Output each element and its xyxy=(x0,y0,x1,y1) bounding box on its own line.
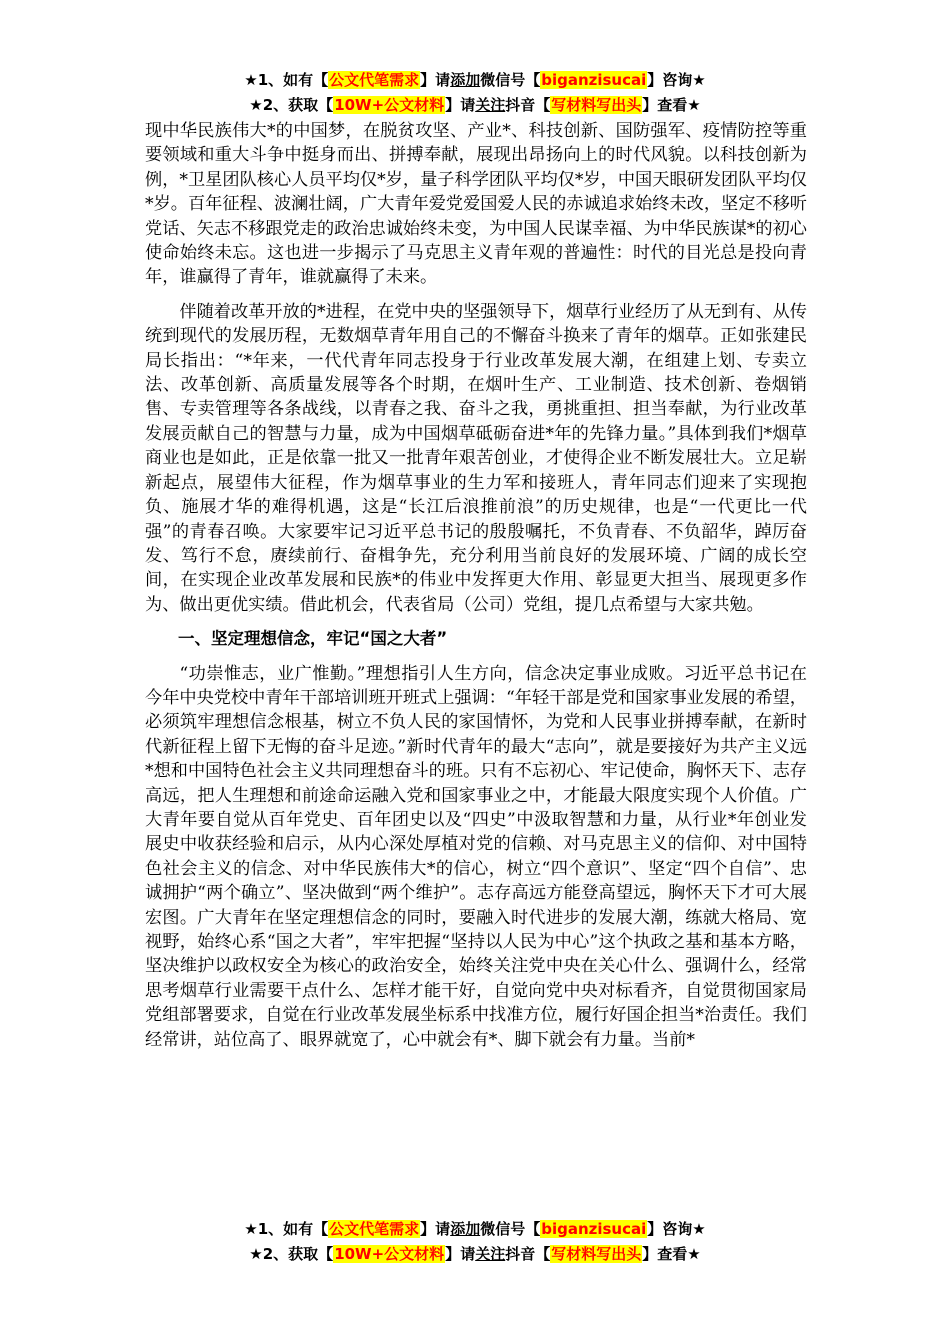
promo-underlined: 添加 xyxy=(450,71,481,89)
promo-text: 】咨询★ xyxy=(647,71,706,89)
footer-promo-banner xyxy=(0,1217,950,1267)
document-body xyxy=(145,119,807,1052)
promo-highlight: 公文代笔需求 xyxy=(329,1220,420,1238)
promo-line-2 xyxy=(0,93,950,118)
promo-highlight: biganzisucai xyxy=(541,1220,647,1238)
promo-underlined: 关注 xyxy=(475,1245,506,1263)
promo-highlight: 公文代笔需求 xyxy=(329,71,420,89)
paragraph: “功崇惟志，业广惟勤。”理想指引人生方向，信念决定事业成败。习近平总书记在今年中央党校中青年干部培训班开班式上强调：“年轻干部是党和国家事业发展的希望，必须筑牢理想信念根基，树立不负人民的家国情怀，为党和人民事业拼搏奉献，在新时代新征程上留下无悔的奋斗足迹。”新时代青年的最大“志向”，就是要接好为共产主义远*想和中国特色社会主义共同理想奋斗的班。只有不忘初心、牢记使命，胸怀天下、志存高远，把人生理想和前途命运融入党和国家事业之中，才能最大限度实现个人价值。广大青年要自觉从百年党史、百年团史以及“四史”中汲取智慧和力量，从行业*年创业发展史中收获经验和启示，从内心深处厚植对党的信赖、对马克思主义的信仰、对中国特色社会主义的信念、对中华民族伟大*的信心，树立“四个意识”、坚定“四个自信”、忠诚拥护“两个确立”、坚决做到“两个维护”。志存高远方能登高望远，胸怀天下才可大展宏图。广大青年在坚定理想信念的同时，要融入时代进步的发展大潮，练就大格局、宽视野，始终心系“国之大者”，牢牢把握“坚持以人民为中心”这个执政之基和基本方略，坚决维护以政权安全为核心的政治安全，始终关注党中央在关心什么、强调什么，经常思考烟草行业需要干点什么、怎样才能干好，自觉向党中央对标看齐，自觉贯彻国家局党组部署要求，自觉在行业改革发展坐标系中找准方位，履行好国企担当*治责任。我们经常讲，站位高了、眼界就宽了，心中就会有*、脚下就会有力量。当前* xyxy=(145,663,807,1050)
promo-underlined: 关注 xyxy=(475,96,506,114)
paragraph: 现中华民族伟大*的中国梦，在脱贫攻坚、产业*、科技创新、国防强军、疫情防控等重要领域和重大斗争中挺身而出、拼搏奉献，展现出昂扬向上的时代风貌。以科技创新为例，*卫星团队核心人员平均仅*岁，量子科学团队平均仅*岁，中国天眼研发团队平均仅*岁。百年征程、波澜壮阔，广大青年爱党爱国爱人民的赤诚追求始终未改，坚定不移听党话、矢志不移跟党走的政治忠诚始终未变，为中国人民谋幸福、为中华民族谋*的初心使命始终未忘。这也进一步揭示了马克思主义青年观的普遍性：时代的目光总是投向青年，谁赢得了青年，谁就赢得了未来。 xyxy=(145,121,807,288)
promo-highlight: biganzisucai xyxy=(541,71,647,89)
promo-highlight: 10W+公文材料 xyxy=(334,96,445,114)
promo-text: ★2、获取【 xyxy=(249,1245,334,1263)
promo-line-1 xyxy=(0,68,950,93)
promo-text: 微信号【 xyxy=(480,1220,541,1238)
promo-text: ★1、如有【 xyxy=(244,71,329,89)
promo-highlight: 写材料写出头 xyxy=(551,96,642,114)
promo-underlined: 添加 xyxy=(450,1220,481,1238)
paragraph: 伴随着改革开放的*进程，在党中央的坚强领导下，烟草行业经历了从无到有、从传统到现代的发展历程，无数烟草青年用自己的不懈奋斗换来了青年的烟草。正如张建民局长指出：“*年来，一代代青年同志投身于行业改革发展大潮，在组建上划、专卖立法、改革创新、高质量发展等各个时期，在烟叶生产、工业制造、技术创新、卷烟销售、专卖管理等各条战线，以青春之我、奋斗之我，勇挑重担、担当奉献，为行业改革发展贡献自己的智慧与力量，成为中国烟草砥砺奋进*年的先锋力量。”具体到我们*烟草商业也是如此，正是依靠一批又一批青年艰苦创业，才使得企业不断发展壮大。立足崭新起点，展望伟大征程，作为烟草事业的生力军和接班人，青年同志们迎来了实现抱负、施展才华的难得机遇，这是“长江后浪推前浪”的历史规律，也是“一代更比一代强”的青春召唤。大家要牢记习近平总书记的殷殷嘱托，不负青春、不负韶华，踔厉奋发、笃行不怠，赓续前行、奋楫争先，充分利用当前良好的发展环境、广阔的成长空间，在实现企业改革发展和民族*的伟业中发挥更大作用、彰显更大担当、展现更多作为、做出更优实绩。借此机会，代表省局（公司）党组，提几点希望与大家共勉。 xyxy=(145,301,807,615)
promo-text: 抖音【 xyxy=(505,1245,551,1263)
promo-text: ★1、如有【 xyxy=(244,1220,329,1238)
promo-text: 微信号【 xyxy=(480,71,541,89)
promo-text: 】查看★ xyxy=(642,1245,701,1263)
promo-text: 】请 xyxy=(420,1220,451,1238)
header-promo-banner xyxy=(0,68,950,118)
promo-highlight: 10W+公文材料 xyxy=(334,1245,445,1263)
promo-text: ★2、获取【 xyxy=(249,96,334,114)
promo-line-1 xyxy=(0,1217,950,1242)
promo-text: 】请 xyxy=(445,1245,476,1263)
section-heading: 一、坚定理想信念，牢记“国之大者” xyxy=(178,629,448,649)
promo-line-2 xyxy=(0,1242,950,1267)
promo-text: 】请 xyxy=(420,71,451,89)
promo-text: 】查看★ xyxy=(642,96,701,114)
promo-text: 抖音【 xyxy=(505,96,551,114)
promo-text: 】咨询★ xyxy=(647,1220,706,1238)
promo-text: 】请 xyxy=(445,96,476,114)
promo-highlight: 写材料写出头 xyxy=(551,1245,642,1263)
